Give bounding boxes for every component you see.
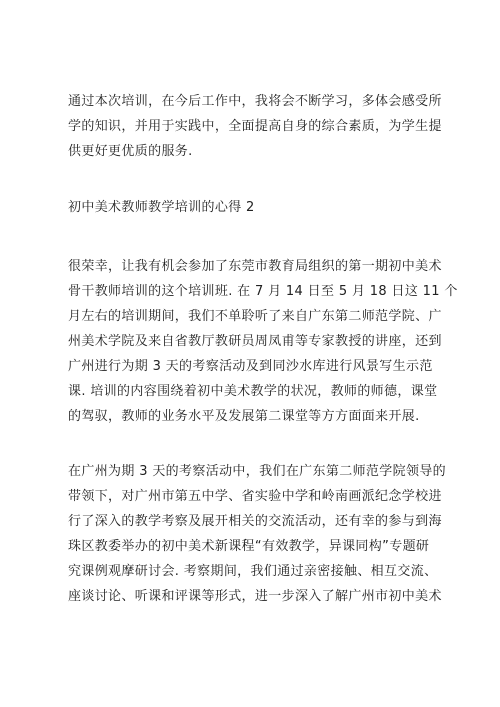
- para1-line-6: 课. 培训的内容围绕着初中美术教学的状况，教师的师德，课堂: [68, 384, 438, 399]
- section-heading: 初中美术教师教学培训的心得 2: [68, 200, 255, 215]
- intro-line-3: 供更好更优质的服务.: [68, 144, 193, 159]
- para1-line-1: 很荣幸，让我有机会参加了东莞市教育局组织的第一期初中美术: [68, 259, 442, 274]
- para1-line-7: 的驾驭，教师的业务水平及发展第二课堂等方方面面来开展.: [68, 409, 420, 424]
- intro-line-1: 通过本次培训，在今后工作中，我将会不断学习，多体会感受所: [68, 94, 442, 109]
- para2-line-1: 在广州为期 3 天的考察活动中，我们在广东第二师范学院领导的: [68, 464, 447, 479]
- para2-line-3: 行了深入的教学考察及展开相关的交流活动，还有幸的参与到海: [68, 514, 442, 529]
- para1-line-3: 月左右的培训期间，我们不单聆听了来自广东第二师范学院、广: [68, 309, 442, 324]
- para2-line-6: 座谈讨论、听课和评课等形式，进一步深入了解广州市初中美术: [68, 589, 442, 604]
- para2-line-5: 究课例观摩研讨会. 考察期间，我们通过亲密接触、相互交流、: [68, 564, 438, 579]
- para2-line-4: 珠区教委举办的初中美术新课程“有效教学，异课同构”专题研: [68, 539, 430, 554]
- para1-line-4: 州美术学院及来自省教厅教研员周凤甫等专家教授的讲座，还到: [68, 334, 442, 349]
- para1-line-2: 骨干教师培训的这个培训班. 在 7 月 14 日至 5 月 18 日这 11 个: [68, 284, 458, 299]
- para2-line-2: 带领下，对广州市第五中学、省实验中学和岭南画派纪念学校进: [68, 489, 442, 504]
- para1-line-5: 广州进行为期 3 天的考察活动及到同沙水库进行风景写生示范: [68, 359, 433, 374]
- intro-line-2: 学的知识，并用于实践中，全面提高自身的综合素质，为学生提: [68, 119, 442, 134]
